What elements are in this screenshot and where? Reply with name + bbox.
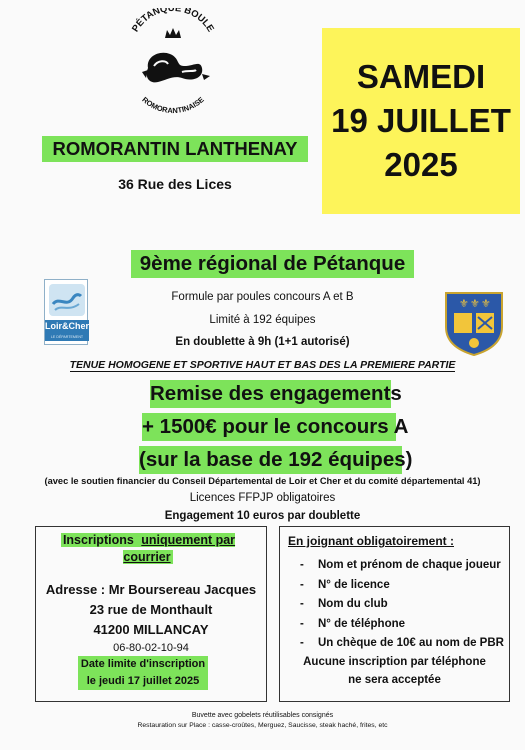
svg-text:⚜: ⚜ xyxy=(470,297,480,310)
licences-required: Licences FFPJP obligatoires xyxy=(189,492,336,504)
dress-code-text: TENUE HOMOGENE ET SPORTIVE HAUT ET BAS DES LA PREMIERE PARTIE xyxy=(69,359,456,371)
event-limit: Limité à 192 équipes xyxy=(209,314,316,326)
list-item: - Nom du club xyxy=(300,595,505,615)
event-formula: Formule par poules concours A et B xyxy=(171,291,354,303)
inscriptions-title-underlined: uniquement par courrier xyxy=(123,533,236,564)
entry-fee: Engagement 10 euros par doublette xyxy=(164,510,361,522)
river-icon xyxy=(49,284,85,316)
svg-text:ROMORANTINAISE: ROMORANTINAISE xyxy=(140,95,206,116)
fleur-de-lis-crest-icon xyxy=(444,291,504,357)
address-city: 41200 MILLANCAY xyxy=(93,622,209,637)
buvette-info: Buvette avec gobelets réutilisables consignés xyxy=(191,712,334,719)
salamander-crown-icon xyxy=(118,8,228,116)
venue-city: ROMORANTIN LANTHENAY xyxy=(42,136,308,162)
sponsor-subtitle: LE DÉPARTEMENT xyxy=(45,333,89,341)
requirements-list xyxy=(300,556,505,654)
prize-amount: + 1500€ pour le concours A xyxy=(142,413,396,441)
loir-et-cher-logo xyxy=(44,279,88,345)
date-year: 2025 xyxy=(384,146,458,183)
date-day: SAMEDI xyxy=(356,58,486,95)
dress-code xyxy=(0,359,525,371)
deadline-line1: Date limite d'inscription xyxy=(80,658,206,670)
event-title: 9ème régional de Pétanque xyxy=(131,250,414,278)
address-label: Adresse : Mr Boursereau Jacques xyxy=(45,582,257,597)
event-format: En doublette à 9h (1+1 autorisé) xyxy=(175,336,350,348)
financial-support: (avec le soutien financier du Conseil Départemental de Loir et Cher et du comité départemental 41) xyxy=(44,476,481,486)
list-item: - Un chèque de 10€ au nom de PBR xyxy=(300,634,505,654)
requirements-title: En joignant obligatoirement : xyxy=(288,534,454,548)
svg-text:⚜: ⚜ xyxy=(459,297,469,310)
list-item: - N° de téléphone xyxy=(300,615,505,635)
inscriptions-title-text: Inscriptions xyxy=(62,533,138,547)
sponsor-name: Loir&Cher xyxy=(45,321,90,331)
prize-basis: (sur la base de 192 équipes) xyxy=(139,446,402,474)
venue-street: 36 Rue des Lices xyxy=(118,176,232,192)
inscriptions-title xyxy=(56,532,240,568)
event-date-box xyxy=(322,28,520,214)
club-logo xyxy=(118,8,228,116)
remise-engagements: Remise des engagements xyxy=(150,380,391,408)
list-item: - Nom et prénom de chaque joueur xyxy=(300,556,505,576)
date-month: 19 JUILLET xyxy=(331,102,511,139)
contact-phone: 06-80-02-10-94 xyxy=(113,642,189,654)
svg-text:⚜: ⚜ xyxy=(481,297,491,310)
restauration-info: Restauration sur Place : casse-croûtes, Merguez, Saucisse, steak haché, frites, etc xyxy=(137,722,388,729)
phone-notice-line2: ne sera acceptée xyxy=(348,674,441,686)
list-item: - N° de licence xyxy=(300,576,505,596)
phone-notice-line1: Aucune inscription par téléphone xyxy=(303,656,486,668)
deadline-line2: le jeudi 17 juillet 2025 xyxy=(86,675,200,687)
address-street: 23 rue de Monthault xyxy=(89,602,213,617)
registration-deadline xyxy=(78,656,208,690)
svg-text:PÉTANQUE BOULE: PÉTANQUE BOULE xyxy=(130,8,216,35)
